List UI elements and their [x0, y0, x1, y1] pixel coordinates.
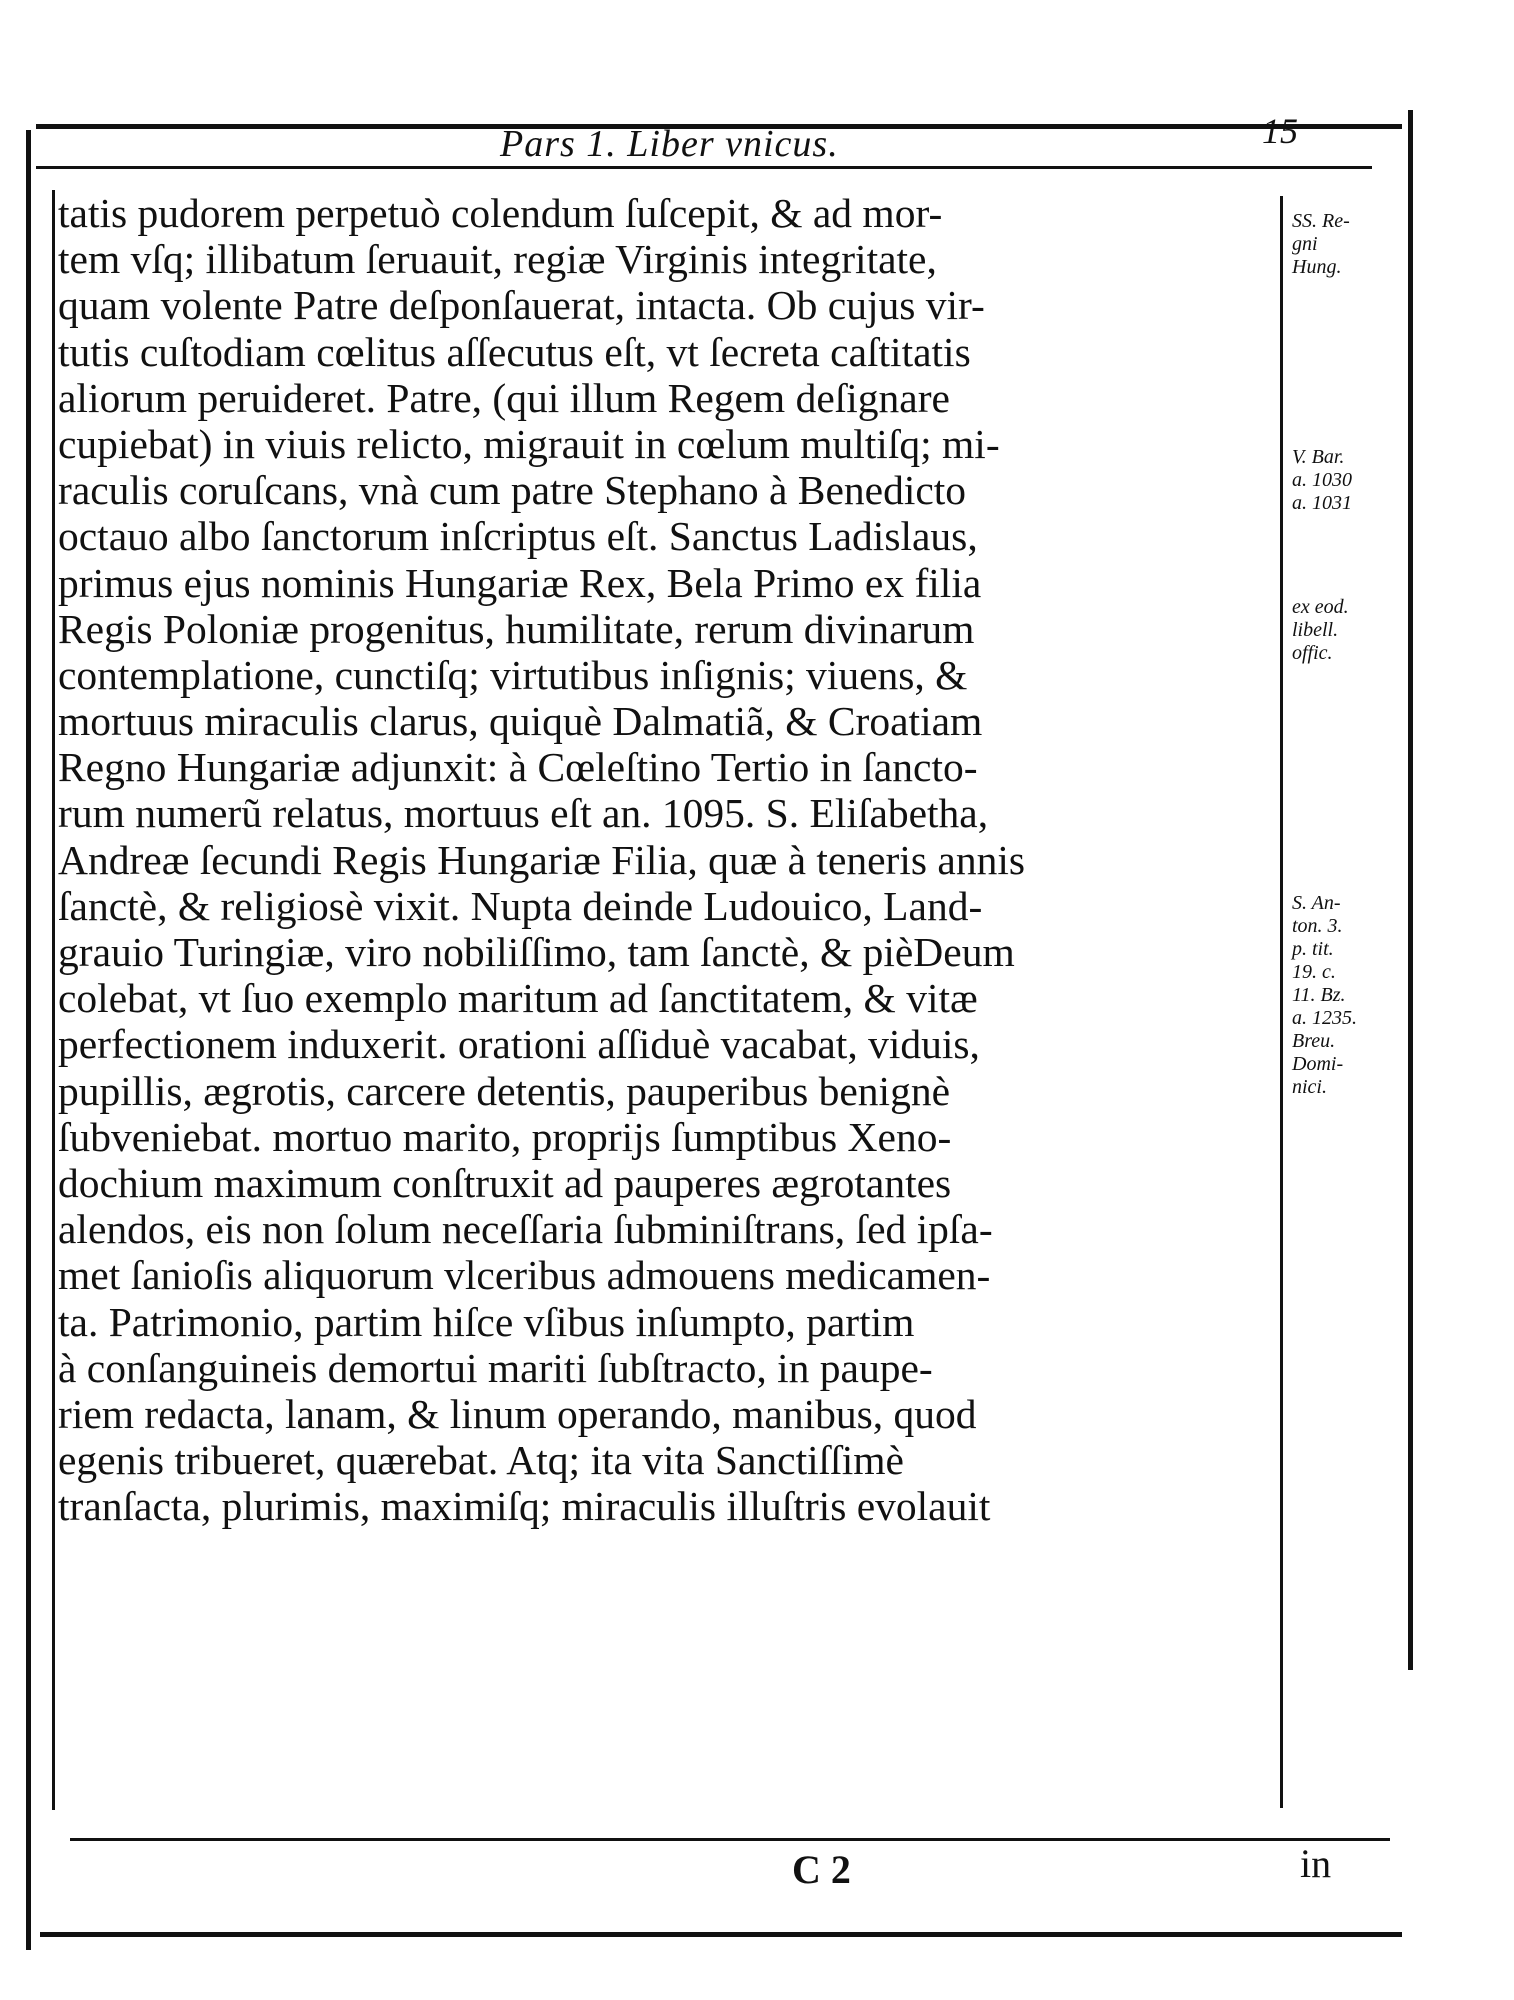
- catchword: in: [1300, 1841, 1332, 1886]
- margin-note-line: nici.: [1292, 1076, 1327, 1098]
- margin-note-line: libell.: [1292, 619, 1339, 641]
- text-line: ſanctè, & religiosè vixit. Nupta deinde Ludouico, Land-: [58, 882, 983, 929]
- text-line: pupillis, ægrotis, carcere detentis, pauperibus benignè: [58, 1067, 951, 1114]
- margin-note-line: 19. c.: [1292, 961, 1336, 983]
- header-rule: [36, 166, 1372, 169]
- margin-note-line: a. 1031: [1292, 492, 1352, 514]
- text-line: octauo albo ſanctorum inſcriptus eſt. Sanctus Ladislaus,: [58, 513, 978, 560]
- text-line: à conſanguineis demortui mariti ſubſtracto, in paupe-: [58, 1344, 933, 1391]
- text-line: aliorum peruideret. Patre, (qui illum Regem deſignare: [58, 374, 950, 421]
- margin-note-baronius: [1292, 446, 1352, 515]
- margin-note-line: p. tit.: [1292, 938, 1334, 960]
- text-line: primus ejus nominis Hungariæ Rex, Bela Primo ex filia: [58, 559, 982, 606]
- margin-note-line: SS. Re-: [1292, 210, 1350, 232]
- margin-note-line: S. An-: [1292, 892, 1341, 914]
- text-line: met ſanioſis aliquorum vlceribus admouens medicamen-: [58, 1252, 991, 1299]
- text-line: Andreæ ſecundi Regis Hungariæ Filia, quæ à teneris annis: [58, 836, 1026, 883]
- text-line: egenis tribueret, quærebat. Atq; ita vita Sanctiſſimè: [58, 1437, 904, 1484]
- margin-note-line: gni: [1292, 233, 1318, 255]
- right-outer-rule: [1408, 110, 1413, 1670]
- text-line: mortuus miraculis clarus, quiquè Dalmatiã, & Croatiam: [58, 698, 983, 745]
- margin-note-line: ton. 3.: [1292, 915, 1343, 937]
- text-line: quam volente Patre deſponſauerat, intacta. Ob cujus vir-: [58, 282, 985, 329]
- text-line: grauio Turingiæ, viro nobiliſſimo, tam ſanctè, & pièDeum: [58, 929, 1015, 975]
- running-head: Pars 1. Liber vnicus.: [500, 123, 839, 165]
- text-line: contemplatione, cunctiſq; virtutibus inſignis; viuens, &: [58, 651, 968, 698]
- text-line: colebat, vt ſuo exemplo maritum ad ſanctitatem, & vitæ: [58, 975, 978, 1022]
- text-line: tutis cuſtodiam cœlitus aſſecutus eſt, vt ſecreta caſtitatis: [58, 328, 971, 375]
- text-bottom-rule: [70, 1838, 1390, 1841]
- margin-note-line: Breu.: [1292, 1030, 1336, 1052]
- margin-note-regni-hung: [1292, 210, 1350, 279]
- text-line: dochium maximum conſtruxit ad pauperes ægrotantes: [58, 1159, 952, 1206]
- text-line: tatis pudorem perpetuò colendum ſuſcepit, & ad mor-: [58, 190, 943, 236]
- text-line: cupiebat) in viuis relicto, migrauit in cœlum multiſq; mi-: [58, 420, 1000, 467]
- margin-note-line: V. Bar.: [1292, 446, 1345, 468]
- text-line: Regno Hungariæ adjunxit: à Cœleſtino Tertio in ſancto-: [58, 744, 978, 791]
- margin-note-line: a. 1030: [1292, 469, 1352, 491]
- margin-note-line: 11. Bz.: [1292, 984, 1346, 1006]
- margin-column-rule: [1280, 196, 1283, 1808]
- margin-note-line: Hung.: [1292, 256, 1342, 278]
- text-line: Regis Poloniæ progenitus, humilitate, rerum divinarum: [58, 605, 975, 652]
- page-number: 15: [1262, 111, 1298, 151]
- text-line: tem vſq; illibatum ſeruauit, regiæ Virginis integritate,: [58, 236, 937, 283]
- left-outer-rule: [26, 130, 31, 1950]
- text-line: ta. Patrimonio, partim hiſce vſibus inſumpto, partim: [58, 1298, 915, 1345]
- text-line: riem redacta, lanam, & linum operando, manibus, quod: [58, 1390, 977, 1437]
- text-line: raculis coruſcans, vnà cum patre Stephano à Benedicto: [58, 467, 967, 514]
- margin-note-line: offic.: [1292, 642, 1333, 664]
- margin-note-libell-offic: [1292, 596, 1349, 665]
- margin-note-line: ex eod.: [1292, 596, 1349, 618]
- signature-mark: C 2: [792, 1847, 851, 1892]
- margin-note-line: a. 1235.: [1292, 1007, 1357, 1029]
- text-line: ſubveniebat. mortuo marito, proprijs ſumptibus Xeno-: [58, 1113, 952, 1160]
- margin-note-line: Domi-: [1292, 1053, 1344, 1075]
- text-line: rum numerũ relatus, mortuus eſt an. 1095. S. Eliſabetha,: [58, 790, 989, 837]
- page-base-rule: [40, 1932, 1402, 1937]
- text-line: tranſacta, plurimis, maximiſq; miraculis illuſtris evolauit: [58, 1483, 991, 1530]
- main-text-block: [58, 190, 1274, 1529]
- text-line: alendos, eis non ſolum neceſſaria ſubminiſtrans, ſed ipſa-: [58, 1206, 993, 1253]
- left-inner-rule: [52, 190, 55, 1810]
- margin-note-antoninus: [1292, 892, 1357, 1099]
- text-line: perfectionem induxerit. orationi aſſiduè vacabat, viduis,: [58, 1021, 980, 1068]
